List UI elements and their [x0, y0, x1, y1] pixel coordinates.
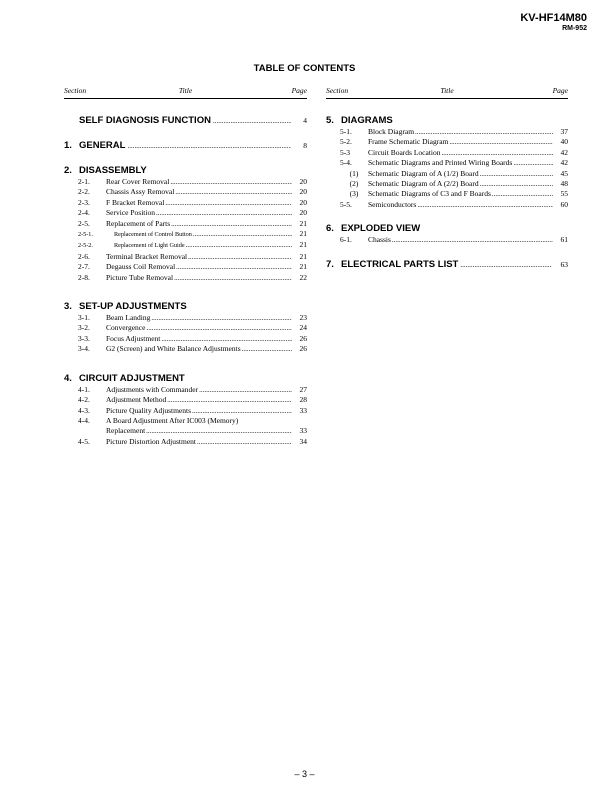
toc-entry[interactable]	[64, 406, 307, 416]
entry-page: 23	[299, 313, 307, 323]
heading-title: DISASSEMBLY	[79, 165, 147, 176]
entry-number: 6-1.	[340, 235, 352, 245]
toc-heading[interactable]	[64, 301, 307, 313]
toc-entry[interactable]	[64, 313, 307, 323]
entry-page: 42	[560, 147, 568, 157]
toc-entry[interactable]	[64, 219, 307, 229]
leader-dots	[193, 229, 292, 239]
leader-dots	[176, 262, 292, 272]
heading-page: 63	[560, 259, 568, 269]
entry-title: Schematic Diagrams of C3 and F Boards	[368, 189, 491, 199]
entry-title: Adjustment Method	[106, 395, 167, 405]
heading-page: 8	[303, 141, 307, 150]
leader-dots	[146, 323, 292, 333]
toc-heading[interactable]	[326, 115, 568, 127]
entry-number: 2-4.	[78, 208, 90, 218]
column-header	[326, 86, 568, 99]
model-number: KV-HF14M80	[520, 12, 587, 24]
entry-page: 24	[299, 323, 307, 333]
entry-number: 2-7.	[78, 262, 90, 272]
heading-title: GENERAL	[79, 140, 126, 151]
toc-entry[interactable]	[64, 323, 307, 333]
leader-dots	[161, 334, 292, 344]
page-header: Page	[291, 86, 307, 95]
leader-dots	[127, 140, 291, 152]
leader-dots	[165, 198, 292, 208]
entry-page: 20	[299, 187, 307, 197]
leader-dots	[151, 313, 292, 323]
toc-entry[interactable]	[326, 189, 568, 199]
section-header: Section	[326, 86, 349, 95]
heading-number: 3.	[64, 301, 72, 313]
title-header: Title	[440, 86, 454, 95]
leader-dots	[480, 179, 553, 189]
toc-entry[interactable]	[326, 158, 568, 168]
entry-number: 2-5.	[78, 218, 90, 228]
entry-page: 34	[299, 436, 307, 446]
toc-heading[interactable]	[64, 373, 307, 385]
entry-page: 20	[299, 177, 307, 186]
entry-title: Schematic Diagrams and Printed Wiring Boards	[368, 158, 513, 168]
entry-title: Rear Cover Removal	[106, 177, 170, 186]
toc-section-exploded	[326, 223, 568, 245]
toc-entry[interactable]	[326, 148, 568, 158]
toc-entry[interactable]	[64, 273, 307, 283]
entry-title: Picture Tube Removal	[106, 272, 174, 282]
entry-number: 2-6.	[78, 251, 90, 261]
entry-number: 2-3.	[78, 197, 90, 207]
entry-title: G2 (Screen) and White Balance Adjustments	[106, 344, 241, 354]
entry-title: Degauss Coil Removal	[106, 262, 176, 272]
toc-section-electrical	[326, 259, 568, 271]
entry-number: 4-5.	[78, 436, 90, 446]
toc-section-circuit	[64, 373, 307, 447]
entry-page: 26	[299, 344, 307, 354]
entry-title: Adjustments with Commander	[106, 384, 199, 394]
entry-page: 20	[299, 197, 307, 207]
entry-page: 33	[299, 405, 307, 415]
entry-title: Service Position	[106, 208, 155, 218]
toc-entry[interactable]	[64, 177, 307, 187]
heading-title: DIAGRAMS	[341, 115, 393, 126]
entry-number: 5-3	[340, 147, 350, 157]
leader-dots	[186, 240, 292, 250]
entry-title: Focus Adjustment	[106, 333, 161, 343]
entry-number: 2-2.	[78, 187, 90, 197]
entry-page: 22	[299, 272, 307, 282]
entry-number: 4-1.	[78, 384, 90, 394]
entry-title: Chassis	[368, 235, 391, 245]
toc-entry[interactable]	[64, 208, 307, 218]
entry-title: Replacement	[106, 426, 146, 436]
heading-title: SELF DIAGNOSIS FUNCTION	[79, 115, 211, 126]
leader-dots	[156, 208, 292, 218]
leader-dots	[392, 235, 553, 245]
toc-heading[interactable]	[326, 259, 568, 271]
entry-number: 2-8.	[78, 272, 90, 282]
column-header	[64, 86, 307, 99]
leader-dots	[197, 437, 292, 447]
entry-page: 28	[299, 395, 307, 405]
leader-dots	[174, 273, 292, 283]
heading-title: CIRCUIT ADJUSTMENT	[79, 372, 185, 384]
toc-entry[interactable]	[326, 127, 568, 137]
toc-section-diagrams	[326, 115, 568, 210]
entry-page: 26	[299, 333, 307, 343]
heading-number: 1.	[64, 140, 72, 151]
entry-number: 5-5.	[340, 199, 352, 209]
leader-dots	[175, 187, 292, 197]
entry-page: 45	[560, 168, 568, 178]
heading-title: SET-UP ADJUSTMENTS	[79, 301, 187, 313]
toc-title: TABLE OF CONTENTS	[253, 63, 356, 74]
leader-dots	[167, 395, 292, 405]
heading-number: 7.	[326, 258, 334, 270]
entry-page: 21	[299, 262, 307, 272]
entry-page: 21	[299, 218, 307, 228]
toc-entry[interactable]	[64, 187, 307, 197]
entry-page: 40	[560, 137, 568, 147]
entry-number: 4-3.	[78, 405, 90, 415]
leader-dots	[146, 426, 292, 436]
entry-title: F Bracket Removal	[106, 197, 165, 207]
entry-number: 3-4.	[78, 344, 90, 354]
toc-section-self-diagnosis	[64, 115, 307, 127]
entry-page: 21	[299, 251, 307, 261]
toc-entry[interactable]	[326, 200, 568, 210]
entry-number: 3-1.	[78, 313, 90, 323]
toc-subentry[interactable]	[64, 229, 307, 240]
heading-title: EXPLODED VIEW	[341, 223, 421, 235]
entry-page: 42	[560, 158, 568, 168]
entry-title: Beam Landing	[106, 313, 151, 323]
toc-heading[interactable]	[64, 140, 307, 152]
entry-number: 2-5-1.	[78, 231, 93, 239]
entry-number: (3)	[349, 189, 359, 199]
entry-title: Block Diagram	[368, 127, 415, 136]
toc-heading[interactable]	[64, 115, 307, 127]
entry-page: 21	[299, 240, 307, 250]
entry-title: Replacement of Parts	[106, 218, 171, 228]
leader-dots	[199, 385, 292, 395]
leader-dots	[441, 148, 553, 158]
entry-title: Semiconductors	[368, 199, 417, 209]
entry-title: Circuit Boards Location	[368, 147, 441, 157]
heading-number: 5.	[326, 115, 334, 126]
entry-page: 20	[299, 208, 307, 218]
toc-subentry[interactable]	[64, 240, 307, 251]
entry-page: 37	[560, 127, 568, 136]
leader-dots	[417, 200, 553, 210]
entry-title: Frame Schematic Diagram	[368, 137, 449, 147]
entry-page: 27	[299, 384, 307, 394]
toc-entry[interactable]	[326, 137, 568, 147]
entry-number: 5-1.	[340, 127, 352, 136]
leader-dots	[213, 115, 291, 127]
entry-number: (2)	[349, 179, 359, 189]
entry-number: 4-4.	[78, 415, 90, 425]
entry-title: Schematic Diagram of A (1/2) Board	[368, 168, 479, 178]
entry-number: 3-2.	[78, 323, 90, 333]
heading-title: ELECTRICAL PARTS LIST	[341, 258, 459, 270]
leader-dots	[449, 137, 553, 147]
toc-heading[interactable]	[326, 223, 568, 235]
toc-entry[interactable]	[64, 437, 307, 447]
entry-number: 5-2.	[340, 137, 352, 147]
toc-entry[interactable]	[326, 169, 568, 179]
leader-dots	[170, 177, 292, 187]
toc-entry[interactable]	[64, 262, 307, 272]
leader-dots	[480, 169, 553, 179]
entry-title: Terminal Bracket Removal	[106, 251, 188, 261]
leader-dots	[513, 158, 553, 168]
toc-entry[interactable]	[64, 198, 307, 208]
entry-number: 3-3.	[78, 333, 90, 343]
toc-entry[interactable]	[64, 395, 307, 405]
toc-entry[interactable]	[64, 416, 307, 426]
section-header: Section	[64, 86, 87, 95]
toc-right-column	[326, 86, 568, 271]
toc-section-setup	[64, 301, 307, 355]
entry-title: Replacement of Light Guide	[114, 242, 185, 250]
entry-title: Convergence	[106, 323, 146, 333]
entry-number: 5-4.	[340, 158, 352, 168]
heading-number: 6.	[326, 223, 334, 235]
title-header: Title	[178, 86, 193, 95]
entry-page: 48	[560, 179, 568, 189]
leader-dots	[192, 406, 292, 416]
entry-title: Picture Quality Adjustments	[106, 405, 191, 415]
entry-number: (1)	[349, 168, 359, 178]
page-header: Page	[552, 86, 568, 95]
leader-dots	[492, 189, 553, 199]
toc-entry[interactable]	[64, 385, 307, 395]
toc-entry[interactable]	[326, 235, 568, 245]
leader-dots	[242, 344, 292, 354]
entry-page: 60	[560, 199, 568, 209]
leader-dots	[188, 252, 292, 262]
entry-number: 2-1.	[78, 177, 90, 186]
heading-number: 2.	[64, 165, 72, 176]
toc-entry[interactable]	[64, 334, 307, 344]
entry-title: Picture Distortion Adjustment	[106, 436, 196, 446]
leader-dots	[171, 219, 292, 229]
toc-section-disassembly	[64, 165, 307, 283]
toc-entry[interactable]	[64, 344, 307, 354]
page-number: – 3 –	[294, 769, 315, 779]
entry-title: Schematic Diagram of A (2/2) Board	[368, 179, 479, 189]
toc-entry[interactable]	[64, 252, 307, 262]
leader-dots	[460, 259, 552, 271]
toc-section-general	[64, 140, 307, 152]
leader-dots	[415, 127, 553, 137]
entry-title: Replacement of Control Button	[114, 231, 192, 239]
toc-entry-continued[interactable]	[64, 426, 307, 436]
entry-number: 2-5-2.	[78, 242, 93, 250]
heading-number: 4.	[64, 372, 72, 384]
entry-title: A Board Adjustment After IC003 (Memory)	[106, 415, 239, 425]
entry-page: 61	[560, 235, 568, 245]
toc-left-column	[64, 86, 307, 447]
entry-number: 4-2.	[78, 395, 90, 405]
toc-entry[interactable]	[326, 179, 568, 189]
toc-heading[interactable]	[64, 165, 307, 177]
entry-page: 33	[299, 426, 307, 436]
heading-page: 4	[303, 116, 307, 125]
entry-page: 55	[560, 189, 568, 199]
remote-model: RM-952	[562, 25, 587, 32]
entry-page: 21	[299, 229, 307, 239]
entry-title: Chassis Assy Removal	[106, 187, 175, 197]
